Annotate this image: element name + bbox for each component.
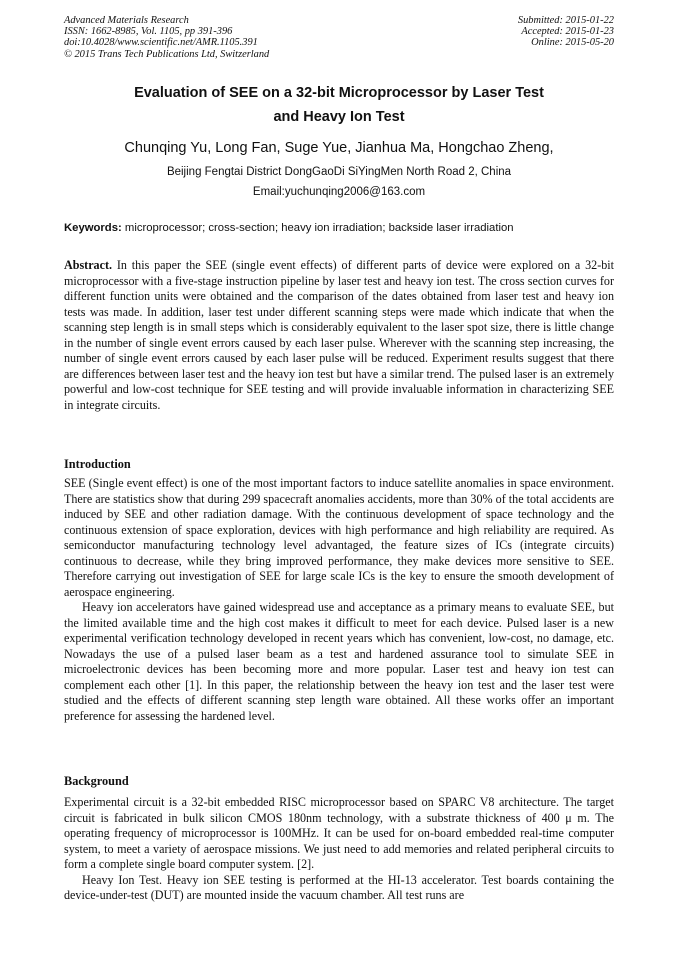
publication-dates: [518, 15, 614, 49]
abstract: [64, 258, 614, 413]
submitted-date: Submitted: 2015-01-22: [517, 15, 614, 26]
journal-name: Advanced Materials Research: [64, 15, 189, 26]
abstract-text: In this paper the SEE (single event effects) of different parts of device were explored on a 32-bit microprocessor with a five-stage instruction pipeline by laser test and heavy ion test. The cross section curves for different function units were obtained and the comparison of the dates obtained from laser test and heavy ion tests was made. In addition, laser test under different scanning steps were made which indicate that when the scanning step length is in small steps which is considerably equivalent to the laser spot size, there is little change in the number of single event errors caused by each laser pulse. Wherever with the scanning step increasing, the number of single event errors caused by each laser pulse will be reduced. Experiment results suggest that there are differences between laser test and the heavy ion test but have a similar trend. The pulsed laser is an extremely powerful and low-cost technique for SEE testing and will provide invaluable information in characterizing SEE in integrate circuits.: [64, 258, 614, 412]
doi-line: doi:10.4028/www.scientific.net/AMR.1105.391: [64, 37, 258, 49]
publication-info: [64, 15, 269, 60]
background-heading: Background: [64, 774, 129, 788]
affiliation: Beijing Fengtai District DongGaoDi SiYingMen North Road 2, China: [166, 166, 512, 178]
online-date: Online: 2015-05-20: [531, 37, 614, 49]
accepted-date: Accepted: 2015-01-23: [521, 26, 614, 38]
introduction-heading: Introduction: [64, 457, 131, 471]
intro-paragraph-2: Heavy ion accelerators have gained widespread use and acceptance as a primary means to evaluate SEE, but the limited available time and the high cost makes it difficult to meet for each device. Pulsed laser is a new experimental verification technology developed in recent years which has convenient, low-cost, no damage, etc. Nowadays the use of a pulsed laser beam as a test and hardened assurance tool to simulate SEE in microelectronic devices has been becoming more and more popular. Laser test and heavy ion test can complement each other [1]. In this paper, the relationship between the heavy ion test and the laser test were studied and the effects of different scanning step length ware obtained. All these works offer an important preference for assessing the hardened level.: [64, 600, 614, 723]
copyright-line: © 2015 Trans Tech Publications Ltd, Switzerland: [64, 48, 270, 60]
paper-title: [64, 81, 614, 129]
introduction-section: [64, 476, 614, 724]
author-email: Email:yuchunqing2006@163.com: [252, 186, 426, 198]
title-line-2: and Heavy Ion Test: [273, 109, 405, 125]
author-list: Chunqing Yu, Long Fan, Suge Yue, Jianhua Ma, Hongchao Zheng,: [124, 140, 554, 156]
background-paragraph-1: Experimental circuit is a 32-bit embedded RISC microprocessor based on SPARC V8 architecture. The target circuit is fabricated in bulk silicon CMOS 180nm technology, with a substrate thickness of 400 μ m. The operating frequency of microprocessor is 100MHz. It can be used for on-board embedded real-time computer system, to meet a variety of aerospace missions. We just need to add memories and related peripheral circuits to form a complete single board computer system. [2].: [64, 795, 614, 871]
keywords: [64, 220, 614, 236]
keywords-label: Keywords:: [64, 222, 122, 234]
background-paragraph-2: Heavy Ion Test. Heavy ion SEE testing is performed at the HI-13 accelerator. Test boards containing the device-under-test (DUT) are mounted inside the vacuum chamber. All test runs are: [64, 872, 614, 902]
background-section: [64, 795, 614, 904]
title-line-1: Evaluation of SEE on a 32-bit Microprocessor by Laser Test: [134, 85, 544, 101]
abstract-label: Abstract.: [64, 258, 113, 272]
intro-paragraph-1: SEE (Single event effect) is one of the most important factors to induce satellite anomalies in space environment. There are statistics show that during 299 spacecraft anomalies accidents, more than 30% of the total accidents are induced by SEE and other radiation damage. With the continuous development of space technology and the continuous extension of space exploration, devices with high performance and high reliability are required. As semiconductor manufacturing technology level advantaged, the feature sizes of ICs (integrate circuits) continuous to decrease, while they bring improved performance, they make devices more sensitive to SEE. Therefore carrying out investigation of SEE for large scale ICs is the key to ensure the smooth development of aerospace engineering.: [64, 476, 614, 599]
issn-line: ISSN: 1662-8985, Vol. 1105, pp 391-396: [64, 26, 233, 38]
keywords-text: microprocessor; cross-section; heavy ion irradiation; backside laser irradiation: [121, 222, 514, 234]
